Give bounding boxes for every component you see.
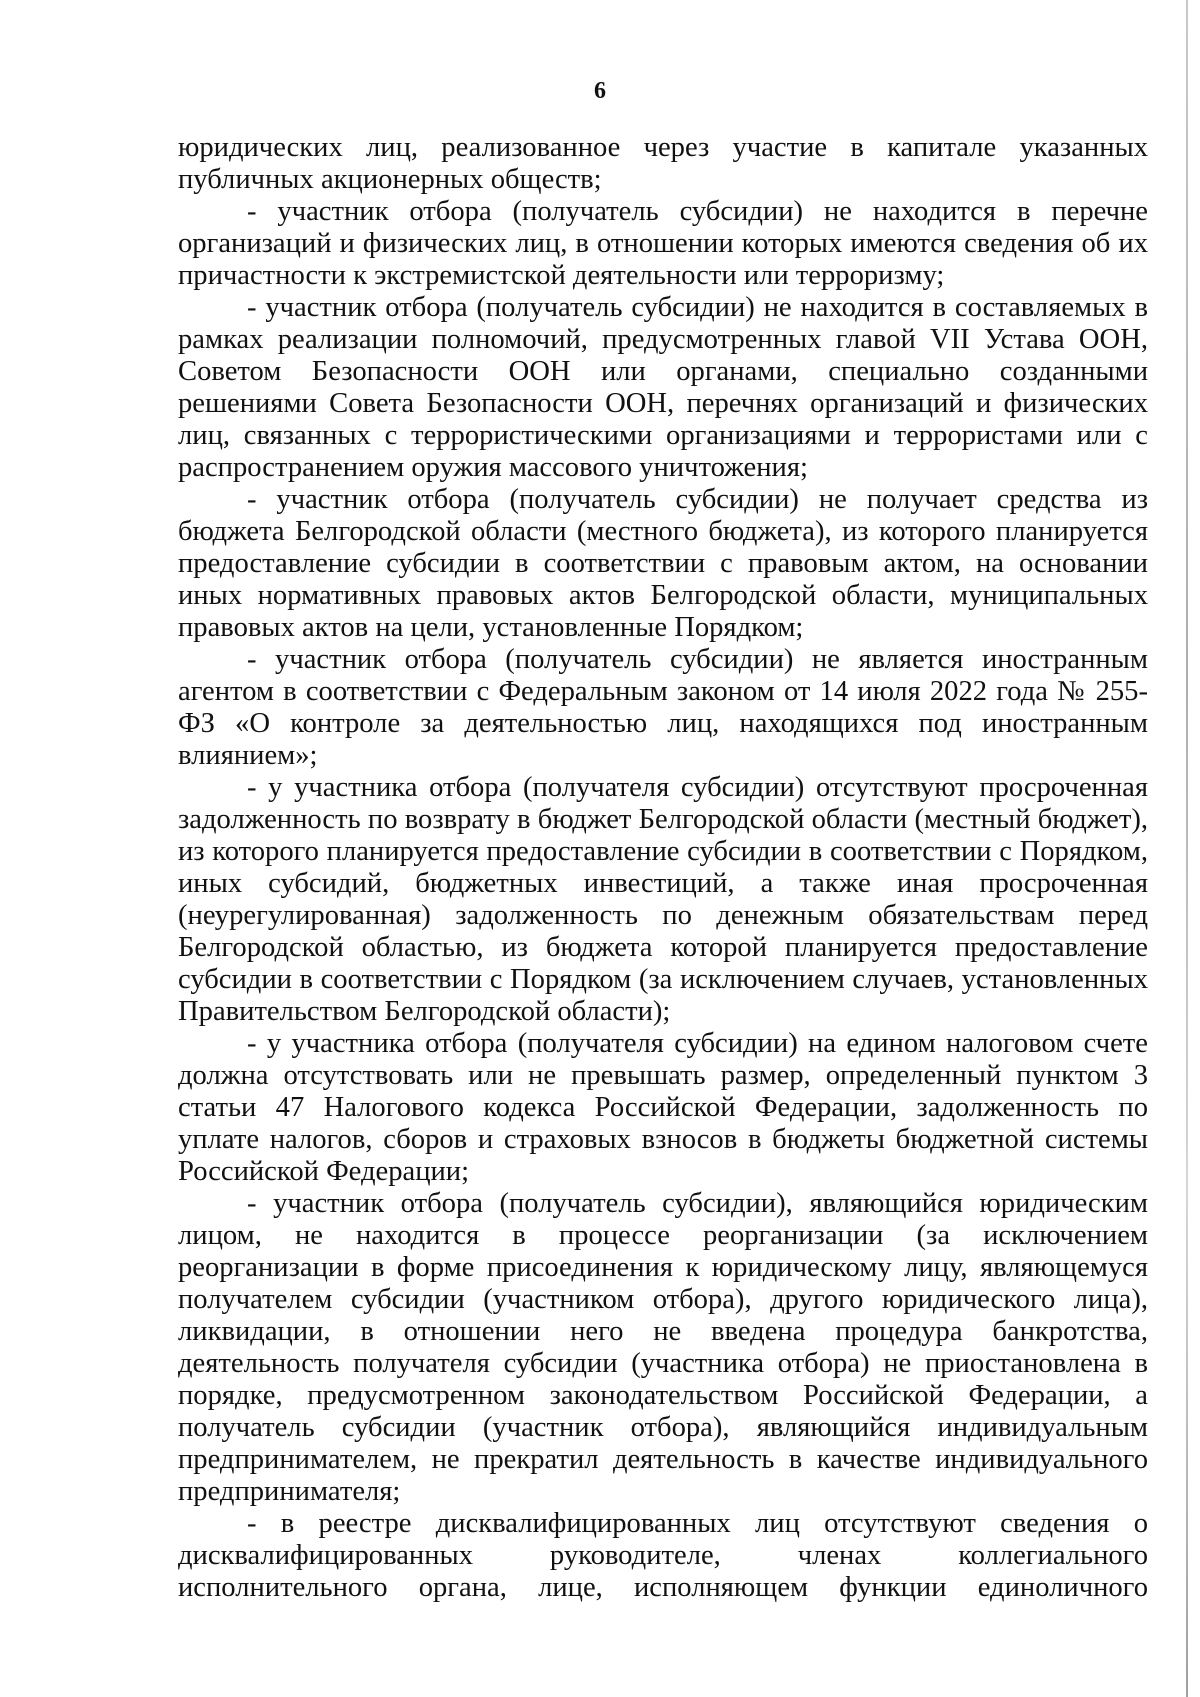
paragraph-continuation: юридических лиц, реализованное через участие в капитале указанных публичных акционерных обществ; <box>178 132 1148 195</box>
page-number: 6 <box>594 78 606 104</box>
paragraph-reorganization: - участник отбора (получатель субсидии), являющийся юридическим лицом, не находится в процессе реорганизации (за исключением реорганизации в форме присоединения к юридическому лицу, являющемуся получателем субсидии (участником отбора), другого юридического лица), ликвидации, в отношении него не введена процедура банкротства, деятельность получателя субсидии (участника отбора) не приостановлена в порядке, предусмотренном законодательством Российской Федерации, а получатель субсидии (участник отбора), являющийся индивидуальным предпринимателем, не прекратил деятельность в качестве индивидуального предпринимателя; <box>178 1188 1148 1507</box>
paragraph-overdue-debt: - у участника отбора (получателя субсидии) отсутствуют просроченная задолженность по возврату в бюджет Белгородской области (местный бюджет), из которого планируется предоставление субсидии в соответствии с Порядком, иных субсидий, бюджетных инвестиций, а также иная просроченная (неурегулированная) задолженность по денежным обязательствам перед Белгородской областью, из бюджета которой планируется предоставление субсидии в соответствии с Порядком (за исключением случаев, установленных Правительством Белгородской области); <box>178 772 1148 1027</box>
document-body <box>178 132 1148 1604</box>
paragraph-tax-debt: - у участника отбора (получателя субсидии) на едином налоговом счете должна отсутствовать или не превышать размер, определенный пунктом 3 статьи 47 Налогового кодекса Российской Федерации, задолженность по уплате налогов, сборов и страховых взносов в бюджеты бюджетной системы Российской Федерации; <box>178 1028 1148 1187</box>
paragraph-budget-funds: - участник отбора (получатель субсидии) не получает средства из бюджета Белгородской области (местного бюджета), из которого планируется предоставление субсидии в соответствии с правовым актом, на основании иных нормативных правовых актов Белгородской области, муниципальных правовых актов на цели, установленные Порядком; <box>178 484 1148 643</box>
scan-edge-line <box>1186 0 1188 1697</box>
paragraph-un-lists: - участник отбора (получатель субсидии) не находится в составляемых в рамках реализации полномочий, предусмотренных главой VII Устава ООН, Советом Безопасности ООН или органами, специально созданными решениями Совета Безопасности ООН, перечнях организаций и физических лиц, связанных с террористическими организациями и террористами или с распространением оружия массового уничтожения; <box>178 292 1148 483</box>
paragraph-extremism-list: - участник отбора (получатель субсидии) не находится в перечне организаций и физических лиц, в отношении которых имеются сведения об их причастности к экстремистской деятельности или терроризму; <box>178 196 1148 291</box>
paragraph-foreign-agent: - участник отбора (получатель субсидии) не является иностранным агентом в соответствии с Федеральным законом от 14 июля 2022 года № 255-ФЗ «О контроле за деятельностью лиц, находящихся под иностранным влиянием»; <box>178 644 1148 771</box>
paragraph-disqualified-registry: - в реестре дисквалифицированных лиц отсутствуют сведения о дисквалифицированных руководителе, членах коллегиального исполнительного органа, лице, исполняющем функции единоличного <box>178 1508 1148 1603</box>
